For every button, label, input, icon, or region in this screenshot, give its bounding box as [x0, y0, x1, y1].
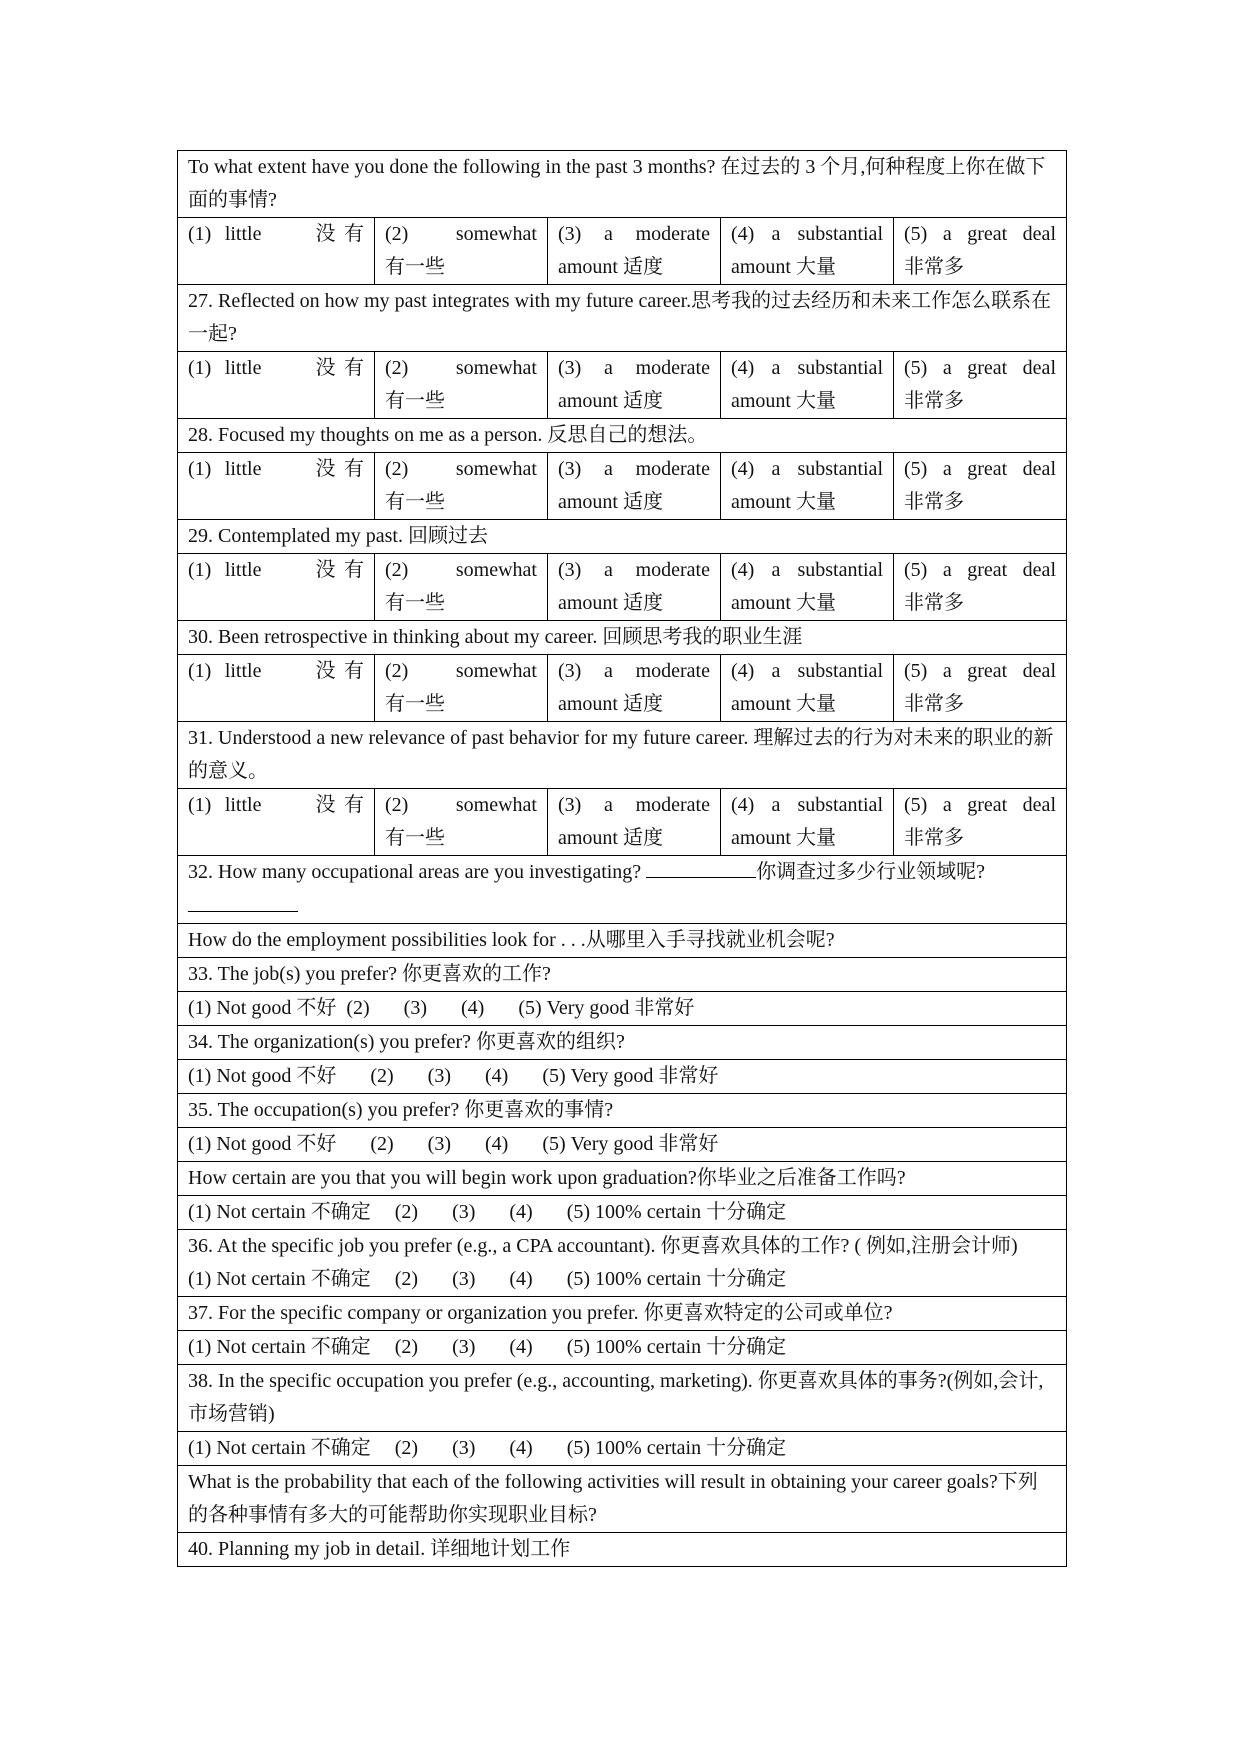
option-great-deal: (5) a great deal 非常多 — [894, 789, 1067, 856]
section-header-row — [178, 924, 1067, 958]
question-row — [178, 958, 1067, 992]
question-30: 30. Been retrospective in thinking about my career. 回顾思考我的职业生涯 — [178, 621, 1067, 655]
question-32 — [178, 856, 1067, 924]
option-great-deal: (5) a great deal 非常多 — [894, 218, 1067, 285]
question-32-text: 32. How many occupational areas are you investigating? — [188, 861, 647, 883]
option-substantial: (4) a substantial amount 大量 — [721, 218, 894, 285]
question-36 — [178, 1230, 1067, 1297]
option-moderate: (3) a moderate amount 适度 — [548, 453, 721, 520]
good-scale: (1) Not good 不好 (2) (3) (4) (5) Very good 非常好 — [178, 1128, 1067, 1162]
scale-row — [178, 1196, 1067, 1230]
question-row — [178, 1297, 1067, 1331]
question-36-text: 36. At the specific job you prefer (e.g., a CPA accountant). 你更喜欢具体的工作? ( 例如,注册会计师) — [188, 1235, 1018, 1257]
question-row — [178, 856, 1067, 924]
question-row — [178, 1026, 1067, 1060]
option-substantial: (4) a substantial amount 大量 — [721, 554, 894, 621]
certainty-header: How certain are you that you will begin work upon graduation?你毕业之后准备工作吗? — [178, 1162, 1067, 1196]
option-great-deal: (5) a great deal 非常多 — [894, 655, 1067, 722]
question-31: 31. Understood a new relevance of past behavior for my future career. 理解过去的行为对未来的职业的新的意义。 — [178, 722, 1067, 789]
option-great-deal: (5) a great deal 非常多 — [894, 453, 1067, 520]
question-40: 40. Planning my job in detail. 详细地计划工作 — [178, 1533, 1067, 1567]
option-somewhat: (2) somewhat 有一些 — [375, 789, 548, 856]
probability-header: What is the probability that each of the following activities will result in obtaining your career goals?下列的各种事情有多大的可能帮助你实现职业目标? — [178, 1466, 1067, 1533]
option-great-deal: (5) a great deal 非常多 — [894, 352, 1067, 419]
scale-row — [178, 218, 1067, 285]
option-moderate: (3) a moderate amount 适度 — [548, 789, 721, 856]
option-somewhat: (2) somewhat 有一些 — [375, 352, 548, 419]
scale-row — [178, 554, 1067, 621]
option-somewhat: (2) somewhat 有一些 — [375, 655, 548, 722]
question-34: 34. The organization(s) you prefer? 你更喜欢的组织? — [178, 1026, 1067, 1060]
option-substantial: (4) a substantial amount 大量 — [721, 453, 894, 520]
option-somewhat: (2) somewhat 有一些 — [375, 218, 548, 285]
option-little: (1) little 没有 — [178, 453, 375, 520]
section-header-row — [178, 1466, 1067, 1533]
scale-row — [178, 1432, 1067, 1466]
scale-row — [178, 655, 1067, 722]
certainty-scale: (1) Not certain 不确定 (2) (3) (4) (5) 100% certain 十分确定 — [178, 1196, 1067, 1230]
question-row — [178, 1365, 1067, 1432]
answer-blank — [188, 889, 298, 912]
certainty-scale: (1) Not certain 不确定 (2) (3) (4) (5) 100% certain 十分确定 — [188, 1268, 787, 1290]
question-row — [178, 722, 1067, 789]
option-little: (1) little 没有 — [178, 789, 375, 856]
question-27: 27. Reflected on how my past integrates with my future career.思考我的过去经历和未来工作怎么联系在一起? — [178, 285, 1067, 352]
good-scale: (1) Not good 不好 (2) (3) (4) (5) Very good 非常好 — [178, 992, 1067, 1026]
option-substantial: (4) a substantial amount 大量 — [721, 352, 894, 419]
question-row — [178, 1094, 1067, 1128]
scale-row — [178, 1331, 1067, 1365]
scale-row — [178, 352, 1067, 419]
intro-text: To what extent have you done the following in the past 3 months? 在过去的 3 个月,何种程度上你在做下面的事情? — [178, 151, 1067, 218]
section-header-row — [178, 1162, 1067, 1196]
question-28: 28. Focused my thoughts on me as a person. 反思自己的想法。 — [178, 419, 1067, 453]
option-substantial: (4) a substantial amount 大量 — [721, 789, 894, 856]
scale-row — [178, 992, 1067, 1026]
option-little: (1) little 没有 — [178, 554, 375, 621]
question-29: 29. Contemplated my past. 回顾过去 — [178, 520, 1067, 554]
certainty-scale: (1) Not certain 不确定 (2) (3) (4) (5) 100% certain 十分确定 — [178, 1331, 1067, 1365]
questionnaire-table — [177, 150, 1067, 1567]
option-moderate: (3) a moderate amount 适度 — [548, 554, 721, 621]
question-row — [178, 285, 1067, 352]
question-row — [178, 520, 1067, 554]
scale-row — [178, 1060, 1067, 1094]
option-little: (1) little 没有 — [178, 218, 375, 285]
employment-header: How do the employment possibilities look for . . .从哪里入手寻找就业机会呢? — [178, 924, 1067, 958]
question-row — [178, 621, 1067, 655]
question-row — [178, 419, 1067, 453]
option-little: (1) little 没有 — [178, 352, 375, 419]
scale-row — [178, 789, 1067, 856]
answer-blank — [646, 857, 756, 878]
good-scale: (1) Not good 不好 (2) (3) (4) (5) Very good 非常好 — [178, 1060, 1067, 1094]
option-moderate: (3) a moderate amount 适度 — [548, 352, 721, 419]
question-row — [178, 1533, 1067, 1567]
question-38: 38. In the specific occupation you prefer (e.g., accounting, marketing). 你更喜欢具体的事务?(例如,会计,市场营销) — [178, 1365, 1067, 1432]
question-row — [178, 1230, 1067, 1297]
intro-row — [178, 151, 1067, 218]
scale-row — [178, 453, 1067, 520]
option-moderate: (3) a moderate amount 适度 — [548, 218, 721, 285]
question-37: 37. For the specific company or organization you prefer. 你更喜欢特定的公司或单位? — [178, 1297, 1067, 1331]
option-moderate: (3) a moderate amount 适度 — [548, 655, 721, 722]
option-substantial: (4) a substantial amount 大量 — [721, 655, 894, 722]
option-somewhat: (2) somewhat 有一些 — [375, 554, 548, 621]
scale-row — [178, 1128, 1067, 1162]
certainty-scale: (1) Not certain 不确定 (2) (3) (4) (5) 100% certain 十分确定 — [178, 1432, 1067, 1466]
option-great-deal: (5) a great deal 非常多 — [894, 554, 1067, 621]
question-35: 35. The occupation(s) you prefer? 你更喜欢的事情? — [178, 1094, 1067, 1128]
option-little: (1) little 没有 — [178, 655, 375, 722]
question-32-cn: 你调查过多少行业领域呢? — [756, 861, 986, 883]
option-somewhat: (2) somewhat 有一些 — [375, 453, 548, 520]
question-33: 33. The job(s) you prefer? 你更喜欢的工作? — [178, 958, 1067, 992]
